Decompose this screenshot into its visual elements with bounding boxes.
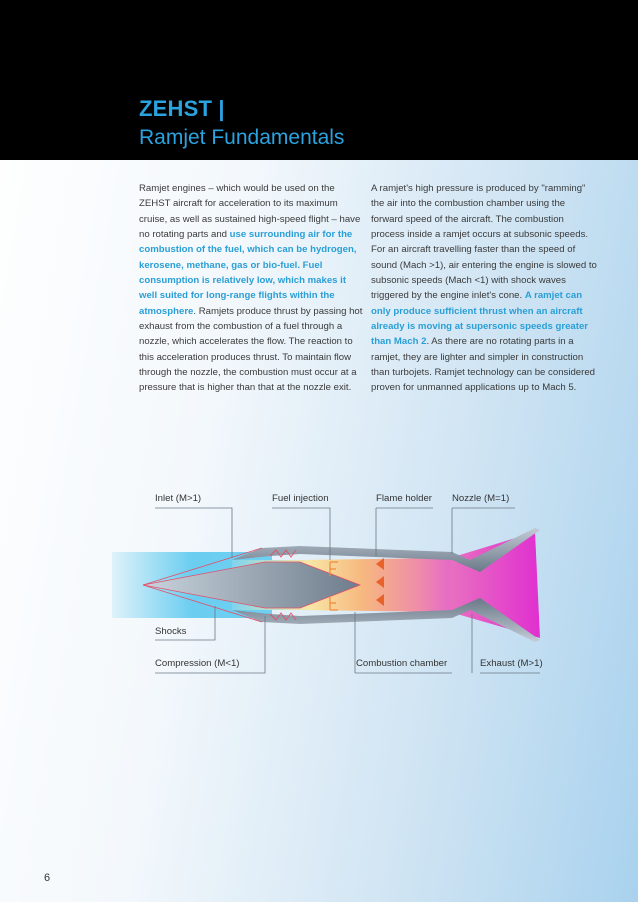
right-text-column — [371, 181, 599, 396]
left-highlight-text: use surrounding air for the combustion of the fuel, which can be hydrogen, kerosene, methane, gas or bio-fuel. Fuel consumption is relatively low, which makes it well suited for long-range flights within the atmosphere — [139, 229, 357, 317]
label-nozzle: Nozzle (M=1) — [452, 493, 510, 504]
label-compression: Compression (M<1) — [155, 658, 240, 669]
label-shocks: Shocks — [155, 626, 187, 637]
label-exhaust: Exhaust (M>1) — [480, 658, 543, 669]
left-paragraph-text: Ramjet engines – which would be used on the ZEHST aircraft for acceleration to its maximum cruise, as well as sustained high-speed flight – have no rotating parts and — [139, 183, 361, 241]
right-paragraph-text: A ramjet's high pressure is produced by "ramming" the air into the combustion chamber using the forward speed of the aircraft. The combustion process inside a ramjet occurs at subsonic speeds. For an aircraft travelling faster than the speed of sound (Mach >1), air entering the engine is slowed to subsonic speeds (Mach <1) with shock waves triggered by the engine inlet's cone. — [371, 183, 597, 302]
ramjet-diagram — [0, 480, 638, 700]
left-text-column — [139, 181, 363, 396]
brand-title: ZEHST | — [139, 96, 225, 121]
header-band — [0, 0, 638, 160]
right-highlight-text: A ramjet can only produce sufficient thrust when an aircraft already is moving at supersonic speeds greater than Mach 2 — [371, 290, 589, 348]
right-paragraph-text-cont: . As there are no rotating parts in a ramjet, they are lighter and simpler in construction than turbojets. Ramjet technology can be considered proven for unmanned applications up to Mach 5. — [371, 336, 595, 394]
label-fuel-injection: Fuel injection — [272, 493, 329, 504]
label-combustion-chamber: Combustion chamber — [356, 658, 448, 669]
page-title: Ramjet Fundamentals — [139, 126, 345, 149]
label-inlet: Inlet (M>1) — [155, 493, 202, 504]
left-paragraph-text-cont: . Ramjets produce thrust by passing hot exhaust from the combustion of a fuel through a nozzle, which accelerates the flow. The reaction to this acceleration produces thrust. To maintain flow through the nozzle, the combustion must occur at a pressure that is higher than that at the nozzle exit. — [139, 305, 363, 394]
page-number: 6 — [44, 872, 51, 884]
label-flame-holder: Flame holder — [376, 493, 432, 504]
